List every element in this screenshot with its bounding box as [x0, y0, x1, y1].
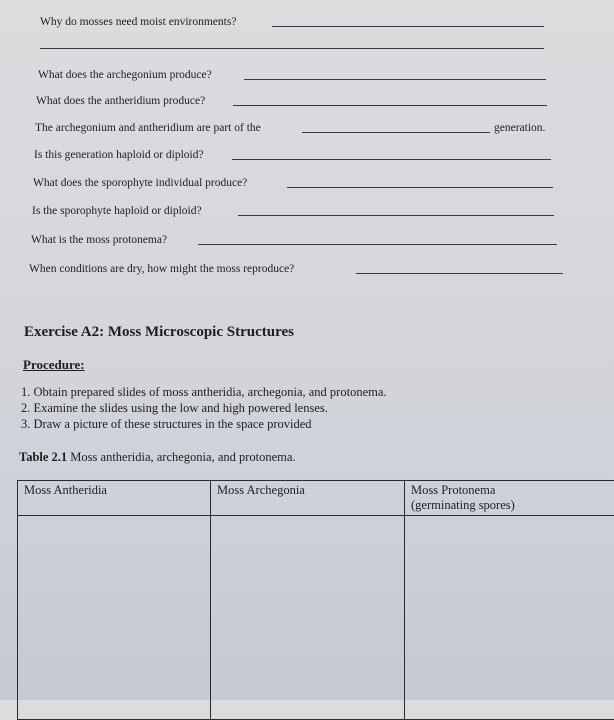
drawing-cell-antheridia[interactable] — [18, 516, 211, 720]
question-text: Is the sporophyte haploid or diploid? — [32, 204, 202, 218]
question-suffix: generation. — [494, 121, 545, 135]
header-subtext: (germinating spores) — [411, 498, 515, 512]
table-caption — [19, 450, 296, 465]
header-moss-archegonia — [211, 481, 405, 516]
answer-blank — [238, 204, 554, 216]
procedure-step-1: 1. Obtain prepared slides of moss antheridia, archegonia, and protonema. — [21, 385, 387, 400]
answer-blank — [232, 148, 551, 160]
header-text: Moss Protonema — [411, 483, 495, 497]
drawing-cell-protonema[interactable] — [405, 516, 614, 720]
answer-blank — [287, 176, 553, 188]
header-text: Moss Antheridia — [24, 483, 107, 497]
procedure-label: Procedure: — [23, 357, 85, 373]
question-text: What is the moss protonema? — [31, 233, 167, 247]
procedure-step-2: 2. Examine the slides using the low and high powered lenses. — [21, 401, 328, 416]
answer-line-extra — [40, 48, 544, 49]
table-caption-label: Table 2.1 — [19, 450, 67, 464]
header-moss-antheridia — [18, 481, 211, 516]
table-caption-text: Moss antheridia, archegonia, and protonema. — [67, 450, 295, 464]
drawing-cell-archegonia[interactable] — [211, 516, 405, 720]
header-text: Moss Archegonia — [217, 483, 305, 497]
question-text: When conditions are dry, how might the moss reproduce? — [29, 262, 294, 276]
question-text: What does the sporophyte individual produce? — [33, 176, 247, 190]
answer-blank — [244, 68, 546, 80]
answer-blank — [233, 94, 547, 106]
question-text: What does the antheridium produce? — [36, 94, 205, 108]
header-moss-protonema — [405, 481, 614, 516]
answer-blank — [356, 262, 563, 274]
question-text: Is this generation haploid or diploid? — [34, 148, 204, 162]
answer-blank — [272, 15, 544, 27]
exercise-title: Exercise A2: Moss Microscopic Structures — [24, 324, 294, 341]
answer-blank — [198, 233, 557, 245]
procedure-step-3: 3. Draw a picture of these structures in the space provided — [21, 417, 312, 432]
question-text: What does the archegonium produce? — [38, 68, 212, 82]
moss-structures-table — [17, 480, 614, 720]
question-text: Why do mosses need moist environments? — [40, 15, 236, 29]
question-text: The archegonium and antheridium are part of the — [35, 121, 261, 135]
answer-blank — [302, 121, 490, 133]
